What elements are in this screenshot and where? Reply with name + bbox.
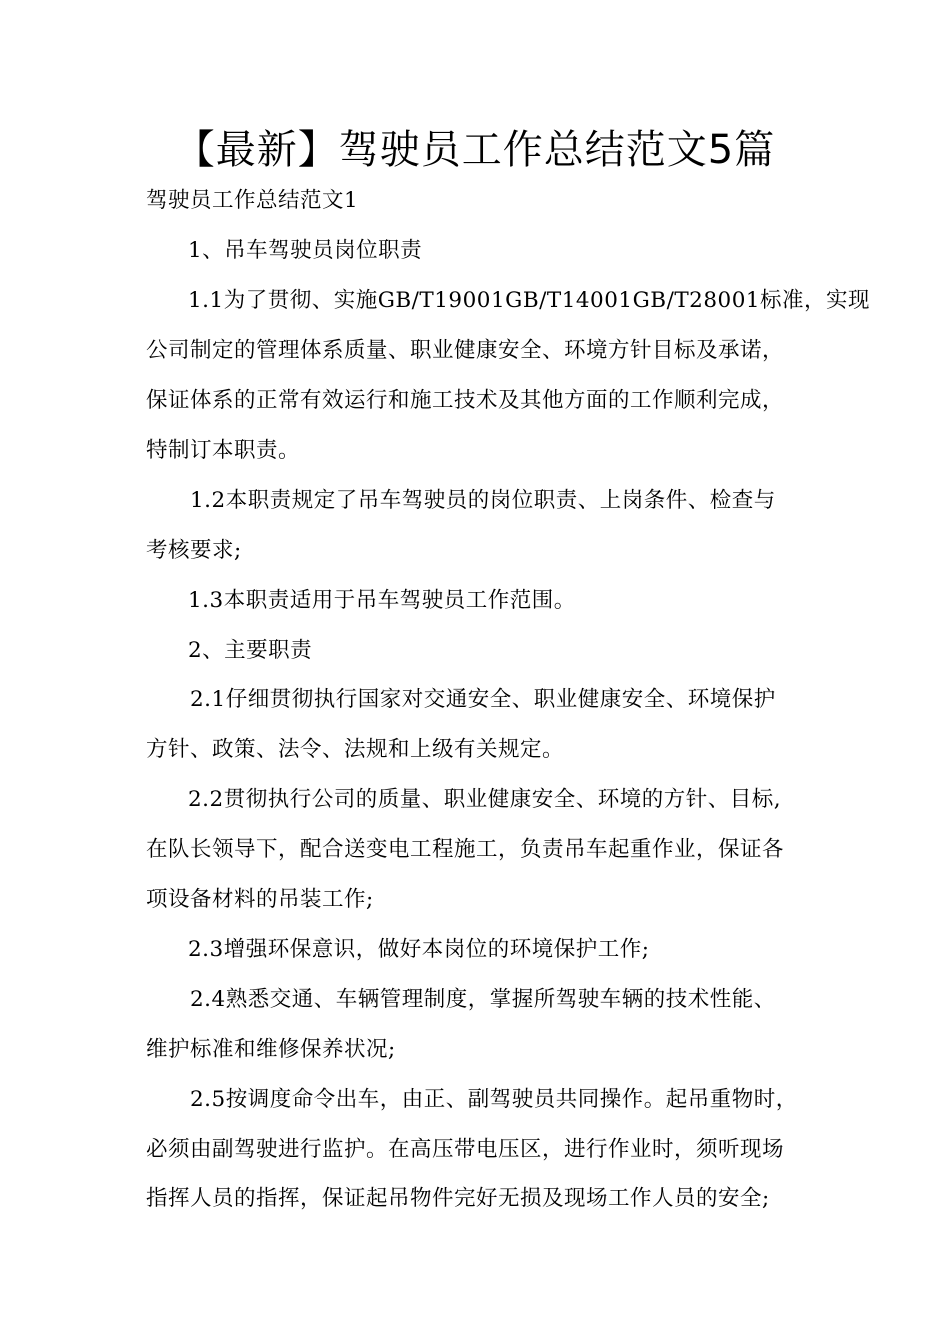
- paragraph-line: 指挥人员的指挥，保证起吊物件完好无损及现场工作人员的安全;: [146, 1186, 770, 1211]
- paragraph-line: 1.2本职责规定了吊车驾驶员的岗位职责、上岗条件、检查与: [190, 488, 776, 513]
- paragraph-line: 保证体系的正常有效运行和施工技术及其他方面的工作顺利完成，: [146, 388, 785, 413]
- paragraph-line: 特制订本职责。: [146, 438, 301, 463]
- subsection-heading: 2、主要职责: [188, 638, 313, 663]
- paragraph-line: 在队长领导下，配合送变电工程施工，负责吊车起重作业，保证各: [146, 837, 785, 862]
- section-heading: 驾驶员工作总结范文1: [146, 188, 359, 213]
- paragraph-line: 必须由副驾驶进行监护。在高压带电压区，进行作业时，须听现场: [146, 1137, 785, 1162]
- paragraph-line: 公司制定的管理体系质量、职业健康安全、环境方针目标及承诺，: [146, 338, 785, 363]
- subsection-heading: 1、吊车驾驶员岗位职责: [188, 238, 423, 263]
- paragraph-line: 项设备材料的吊装工作;: [146, 887, 374, 912]
- paragraph-line: 1.1为了贯彻、实施GB/T19001GB/T14001GB/T28001标准，实现: [188, 288, 871, 313]
- paragraph-line: 1.3本职责适用于吊车驾驶员工作范围。: [188, 588, 576, 613]
- paragraph-line: 考核要求;: [146, 538, 242, 563]
- paragraph-line: 2.4熟悉交通、车辆管理制度，掌握所驾驶车辆的技术性能、: [190, 987, 776, 1012]
- paragraph-line: 2.1仔细贯彻执行国家对交通安全、职业健康安全、环境保护: [190, 687, 776, 712]
- paragraph-line: 方针、政策、法令、法规和上级有关规定。: [146, 737, 565, 762]
- paragraph-line: 2.5按调度命令出车，由正、副驾驶员共同操作。起吊重物时，: [190, 1087, 798, 1112]
- paragraph-line: 2.3增强环保意识，做好本岗位的环境保护工作;: [188, 937, 650, 962]
- paragraph-line: 2.2贯彻执行公司的质量、职业健康安全、环境的方针、目标,: [188, 787, 782, 812]
- paragraph-line: 维护标准和维修保养状况;: [146, 1037, 396, 1062]
- document-title: 【最新】驾驶员工作总结范文5篇: [174, 127, 776, 173]
